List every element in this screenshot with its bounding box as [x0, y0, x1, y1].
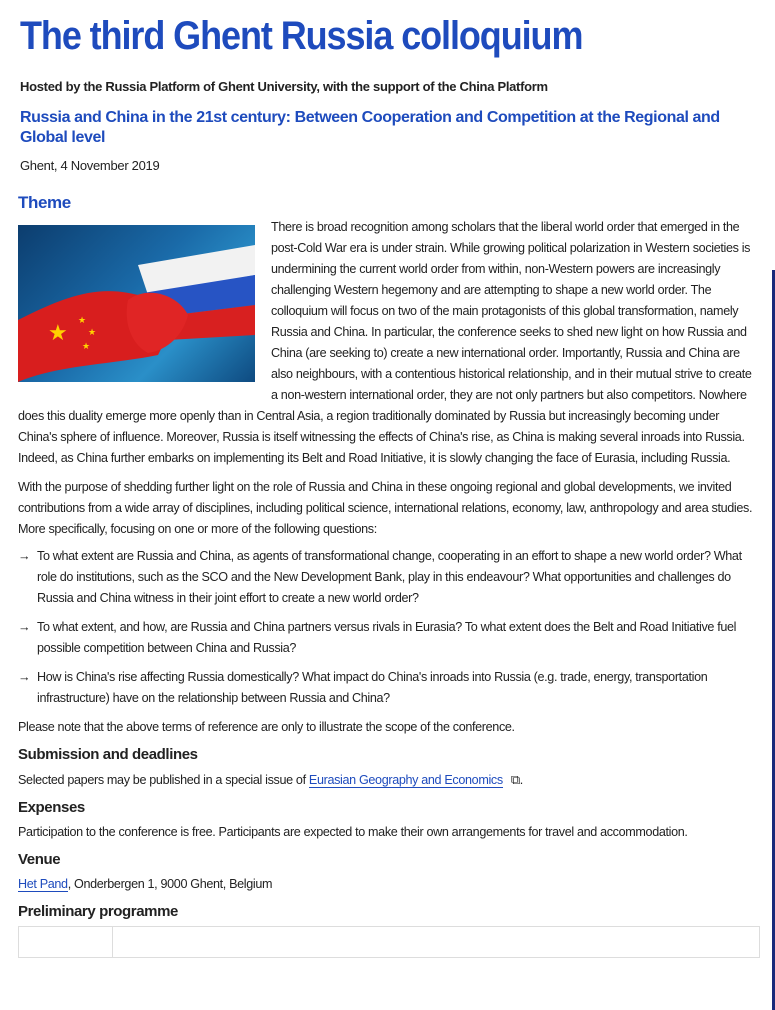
submission-text: Selected papers may be published in a special issue of Eurasian Geography and Economics ⧉. — [18, 769, 760, 791]
programme-table — [18, 926, 760, 958]
theme-paragraph-1: There is broad recognition among scholars that the liberal world order that emerged in the post-Cold War era is under strain. While growing political polarization in Western societies is undermining the current world order from within, non-Western powers are increasingly challenging Western hegemony and are attempting to shape a new world order. The colloquium will focus on two of the main protagonists of this global transformation, namely Russia and China. In particular, the conference seeks to shed new light on how Russia and China (are seeking to) create a new international order. Importantly, Russia and China are also neighbours, with a contentious historical relationship, and in their mutual strive to create a non-western international order, they are not only partners but also competitors. Nowhere does this duality emerge more openly than in Central Asia, a region traditionally dominated by Russia but increasingly becoming under China's sphere of influence. Moreover, Russia is itself witnessing the effects of China's rise, as China is making several inroads into Russia. Indeed, as China further embarks on implementing its Belt and Road Initiative, it is slowly changing the face of Eurasia, including Russia. — [18, 220, 752, 465]
venue-heading: Venue — [18, 851, 61, 868]
svg-text:★: ★ — [48, 320, 68, 345]
svg-text:★: ★ — [78, 315, 87, 325]
svg-text:★: ★ — [82, 341, 91, 351]
svg-text:★: ★ — [88, 327, 97, 337]
list-item: → To what extent are Russia and China, as agents of transformational change, cooperating in an effort to shape a new world order? What role do institutions, such as the SCO and the New Development Bank, play in this endeavour? What opportunities and challenges do Russia and China witness in their joint effort to create a new world order? — [18, 546, 760, 609]
venue-text: Het Pand, Onderbergen 1, 9000 Ghent, Belgium — [18, 877, 273, 891]
subtitle: Russia and China in the 21st century: Between Cooperation and Competition at the Regional and Global level — [20, 109, 720, 146]
arrow-icon: → — [18, 549, 31, 563]
list-item: → To what extent, and how, are Russia and China partners versus rivals in Eurasia? To what extent does the Belt and Road Initiative fuel possible competition between China and Russia? — [18, 617, 760, 659]
list-item: → How is China's rise affecting Russia domestically? What impact do China's inroads into Russia (e.g. trade, energy, transportation infrastructure) have on the relationship between Russia and China? — [18, 667, 760, 709]
submission-heading: Submission and deadlines — [18, 746, 198, 763]
theme-heading: Theme — [18, 193, 71, 212]
handshake-image — [18, 225, 255, 382]
expenses-heading: Expenses — [18, 799, 85, 816]
expenses-text: Participation to the conference is free. Participants are expected to make their own arrangements for travel and accommodation. — [18, 825, 688, 839]
theme-paragraph-2: With the purpose of shedding further light on the role of Russia and China in these ongoing regional and global developments, we invited contributions from a wide array of disciplines, including political science, international relations, economy, law, anthropology and area studies. More specifically, focusing on one or more of the following questions: — [18, 480, 753, 536]
event-date: Ghent, 4 November 2019 — [20, 158, 160, 173]
journal-link[interactable]: Eurasian Geography and Economics — [308, 773, 503, 787]
handshake-icon — [18, 225, 255, 382]
arrow-icon: → — [18, 620, 31, 634]
scope-note: Please note that the above terms of reference are only to illustrate the scope of the conference. — [18, 720, 515, 734]
venue-link[interactable]: Het Pand — [18, 877, 68, 891]
questions-list — [18, 546, 760, 709]
arrow-icon: → — [18, 670, 31, 684]
external-link-icon[interactable]: ⧉ — [510, 772, 520, 787]
programme-heading: Preliminary programme — [18, 903, 178, 920]
host-line: Hosted by the Russia Platform of Ghent University, with the support of the China Platform — [20, 79, 548, 94]
table-cell — [19, 927, 113, 957]
page-content — [18, 0, 760, 958]
page-title: The third Ghent Russia colloquium — [20, 14, 583, 58]
